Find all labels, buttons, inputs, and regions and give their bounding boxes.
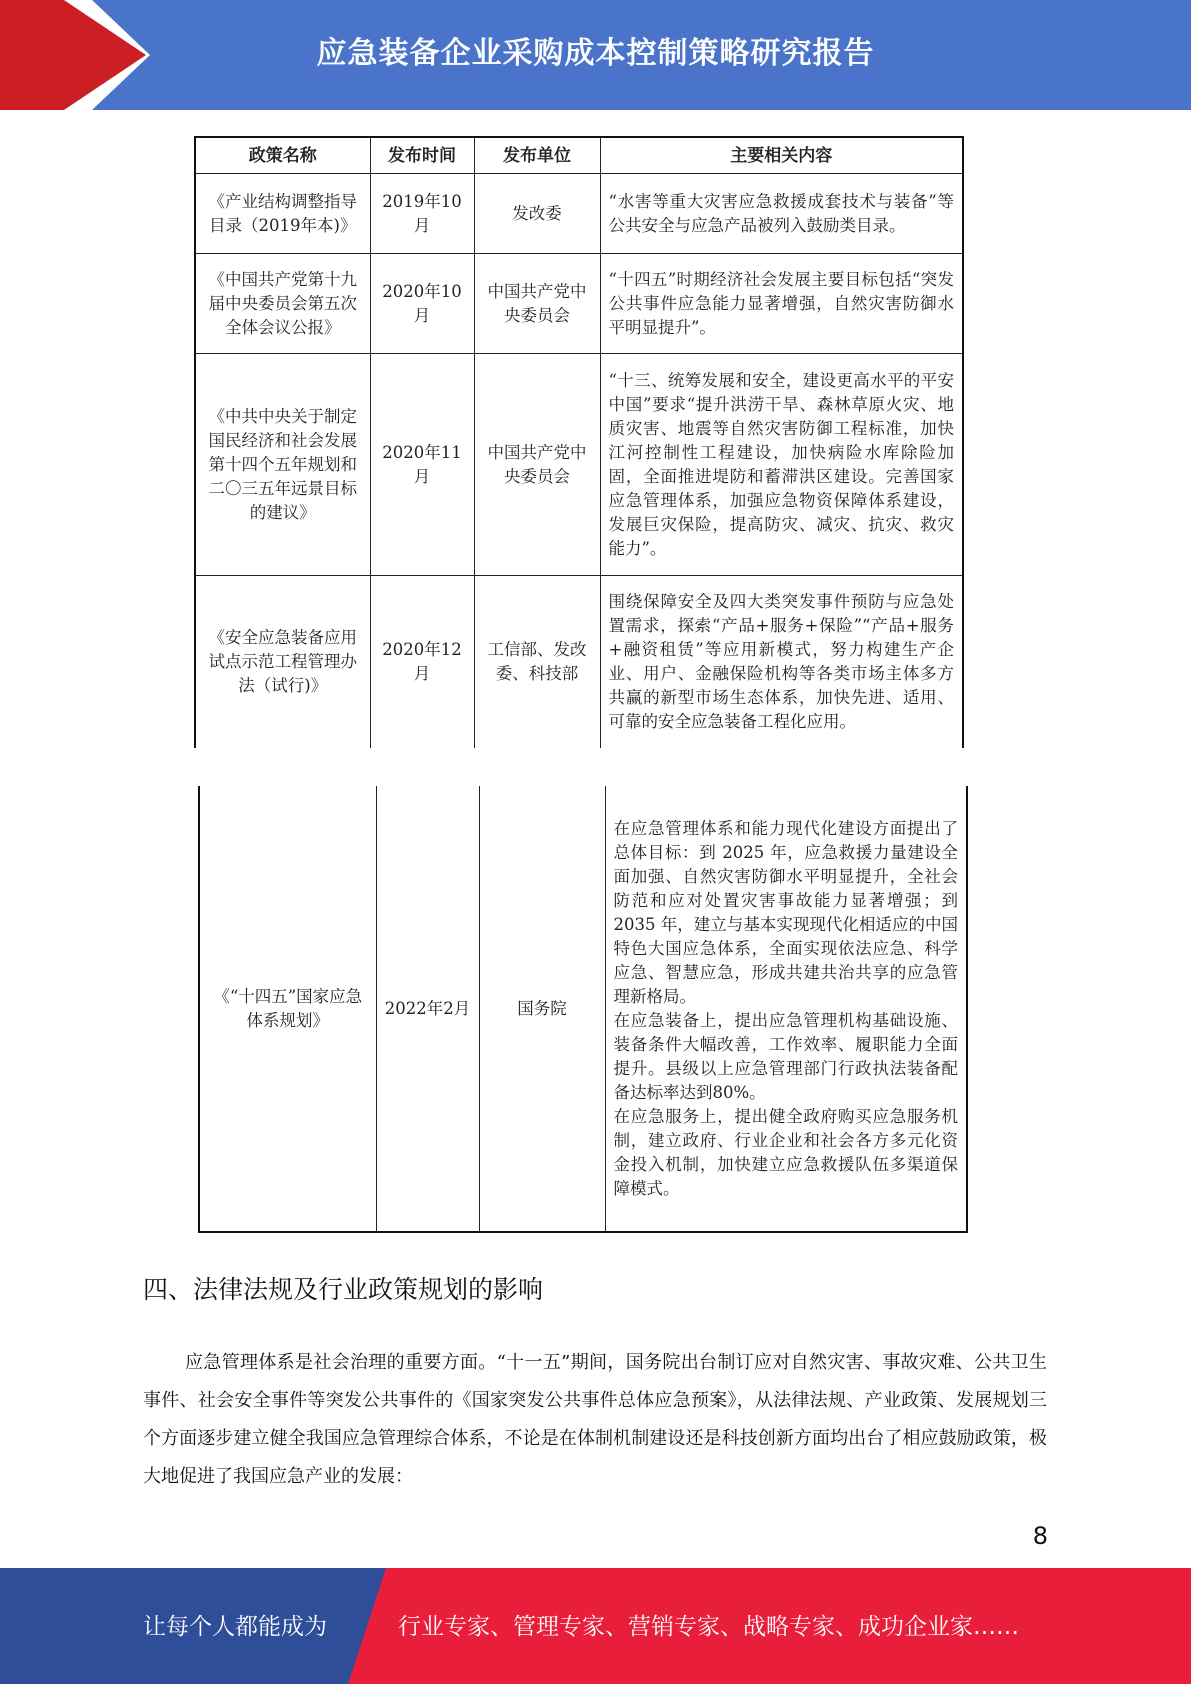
header-policy-name: 政策名称 [195,137,370,174]
content-paragraph-3: 在应急服务上，提出健全政府购买应急服务机制，建立政府、行业企业和社会各方多元化资金投入机制，加快建立应急救援队伍多渠道保障模式。 [613,1106,958,1198]
policy-name: 《“十四五”国家应急体系规划》 [199,786,376,1232]
policy-table-part-2 [198,786,968,1233]
content-paragraph-2: 在应急装备上，提出应急管理机构基础设施、装备条件大幅改善，工作效率、履职能力全面提升。县级以上应急管理部门行政执法装备配备达标率达到80%。 [613,1010,958,1102]
table-row [195,254,963,354]
header-issuer: 发布单位 [474,137,600,174]
issuer: 工信部、发改委、科技部 [474,576,600,748]
page-footer [0,1568,1191,1684]
main-content: 围绕保障安全及四大类突发事件预防与应急处置需求，探索“产品+服务+保险”“产品+服务+融资租赁”等应用新模式，努力构建生产企业、用户、金融保险机构等各类市场主体多方共赢的新型市场生态体系，加快先进、适用、可靠的安全应急装备工程化应用。 [600,576,963,748]
issuer: 中国共产党中央委员会 [474,254,600,354]
page-header [0,0,1191,110]
policy-table-part-1 [194,136,964,748]
table-row [195,354,963,576]
main-content: “水害等重大灾害应急救援成套技术与装备”等公共安全与应急产品被列入鼓励类目录。 [600,174,963,254]
issuer: 发改委 [474,174,600,254]
content-paragraph-1: 在应急管理体系和能力现代化建设方面提出了总体目标：到 2025 年，应急救援力量建设全面加强、自然灾害防御水平明显提升，全社会防范和应对处置灾害事故能力显著增强；到 2035 年，建立与基本实现现代化相适应的中国特色大国应急体系，全面实现依法应急、科学应急、智慧应急，形成共建共治共享的应急管理新格局。 [613,818,958,1006]
issuer: 国务院 [479,786,605,1232]
issuer: 中国共产党中央委员会 [474,354,600,576]
table-row [195,576,963,748]
header-main-content: 主要相关内容 [600,137,963,174]
footer-slogan-right: 行业专家、管理专家、营销专家、战略专家、成功企业家…… [398,1614,1019,1640]
policy-name: 《中国共产党第十九届中央委员会第五次全体会议公报》 [195,254,370,354]
policy-name: 《安全应急装备应用试点示范工程管理办法（试行)》 [195,576,370,748]
main-content: “十四五”时期经济社会发展主要目标包括“突发公共事件应急能力显著增强，自然灾害防御水平明显提升”。 [600,254,963,354]
table-row [195,174,963,254]
policy-name: 《产业结构调整指导目录（2019年本)》 [195,174,370,254]
release-date: 2019年10月 [370,174,474,254]
release-date: 2020年10月 [370,254,474,354]
report-title: 应急装备企业采购成本控制策略研究报告 [316,36,875,71]
main-content: “十三、统筹发展和安全，建设更高水平的平安中国”要求“提升洪涝干旱、森林草原火灾、地质灾害、地震等自然灾害防御工程标准，加快江河控制性工程建设，加快病险水库除险加固，全面推进堤防和蓄滞洪区建设。完善国家应急管理体系，加强应急物资保障体系建设，发展巨灾保险，提高防灾、减灾、抗灾、救灾能力”。 [600,354,963,576]
page-number: 8 [1032,1522,1048,1550]
release-date: 2020年11月 [370,354,474,576]
policy-name: 《中共中央关于制定国民经济和社会发展第十四个五年规划和二〇三五年远景目标的建议》 [195,354,370,576]
release-date: 2020年12月 [370,576,474,748]
footer-slogan-left: 让每个人都能成为 [143,1614,327,1640]
table-header-row [195,137,963,174]
section-heading: 四、法律法规及行业政策规划的影响 [143,1275,544,1304]
release-date: 2022年2月 [376,786,479,1232]
section-paragraph: 应急管理体系是社会治理的重要方面。“十一五”期间，国务院出台制订应对自然灾害、事故灾难、公共卫生事件、社会安全事件等突发公共事件的《国家突发公共事件总体应急预案》，从法律法规、产业政策、发展规划三个方面逐步建立健全我国应急管理综合体系，不论是在体制机制建设还是科技创新方面均出台了相应鼓励政策，极大地促进了我国应急产业的发展： [143,1352,1047,1487]
table-row [199,786,967,1232]
header-release-date: 发布时间 [370,137,474,174]
main-content [605,786,967,1232]
